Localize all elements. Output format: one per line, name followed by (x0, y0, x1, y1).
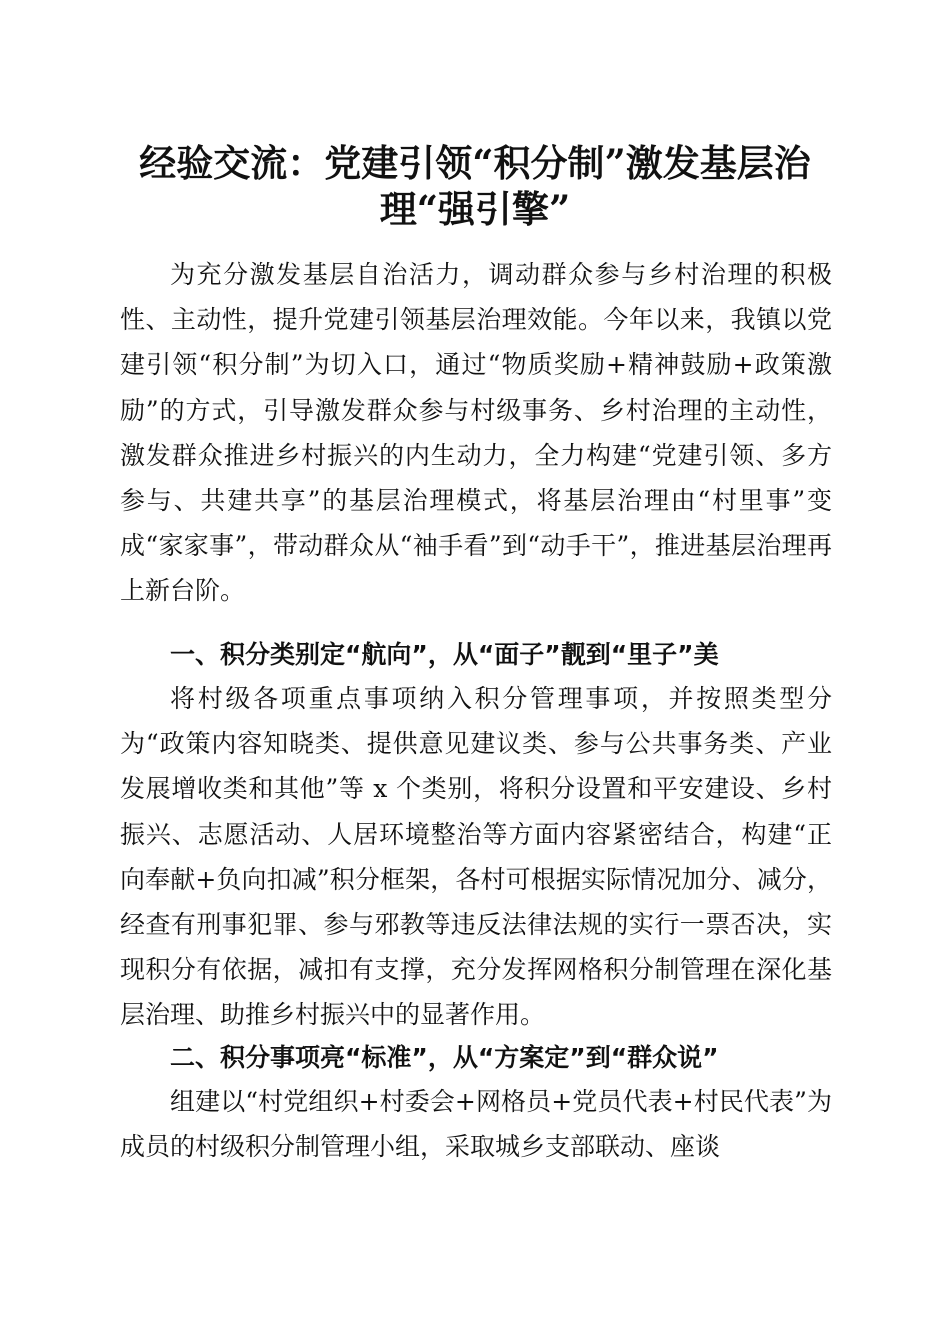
intro-paragraph: 为充分激发基层自治活力，调动群众参与乡村治理的积极性、主动性，提升党建引领基层治理效能。今年以来，我镇以党建引领“积分制”为切入口，通过“物质奖励+精神鼓励+政策激励”的方式，引导激发群众参与村级事务、乡村治理的主动性，激发群众推进乡村振兴的内生动力，全力构建“党建引领、多方参与、共建共享”的基层治理模式，将基层治理由“村里事”变成“家家事”，带动群众从“袖手看”到“动手干”，推进基层治理再上新台阶。 (120, 260, 832, 606)
section1-heading: 一、积分类别定“航向”，从“面子”靓到“里子”美 (170, 640, 719, 669)
section2-heading: 二、积分事项亮“标准”，从“方案定”到“群众说” (170, 1043, 719, 1072)
section1-paragraph: 将村级各项重点事项纳入积分管理事项，并按照类型分为“政策内容知晓类、提供意见建议类、参与公共事务类、产业发展增收类和其他”等 x 个类别，将积分设置和平安建设、乡村振兴、志愿活动、人居环境整治等方面内容紧密结合，构建“正向奉献+负向扣减”积分框架，各村可根据实际情况加分、减分，经查有刑事犯罪、参与邪教等违反法律法规的实行一票否决，实现积分有依据，减扣有支撑，充分发挥网格积分制管理在深化基层治理、助推乡村振兴中的显著作用。 (120, 684, 832, 1030)
section2-paragraph: 组建以“村党组织+村委会+网格员+党员代表+村民代表”为成员的村级积分制管理小组，采取城乡支部联动、座谈 (120, 1087, 832, 1162)
document-title-line2: 理“强引擎” (379, 187, 571, 231)
document-title-line1: 经验交流：党建引领“积分制”激发基层治 (139, 141, 811, 185)
